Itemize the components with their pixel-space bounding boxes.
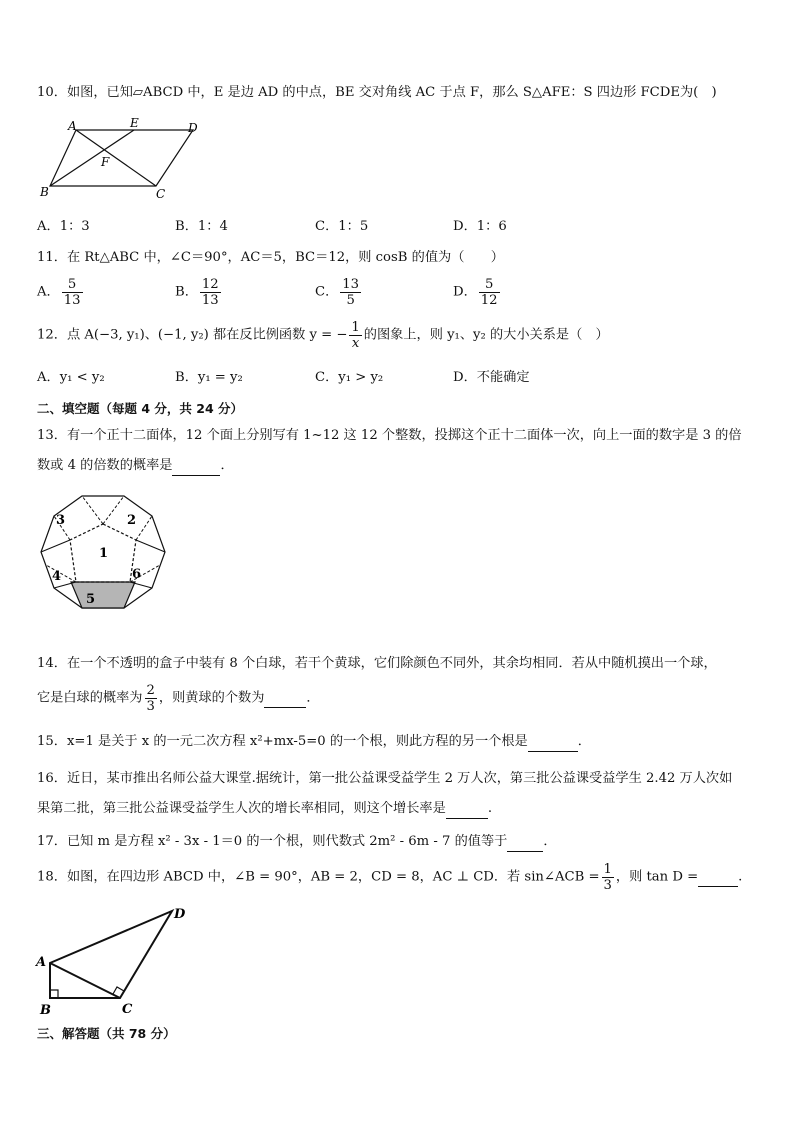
q11-option-d: D． $\frac{5}{12}$	[453, 277, 498, 308]
q16-line1: 16．近日，某市推出名师公益大课堂.据统计，第一批公益课受益学生 2 万人次，第三批公益课受益学生 2.42 万人次如	[37, 771, 733, 786]
q12-option-a: A．y₁ < y₂	[37, 370, 105, 385]
q18-label-A: A	[36, 955, 47, 970]
section-2-heading: 二、填空题（每题 4 分，共 24 分）	[37, 401, 244, 416]
q18-label-B: B	[40, 1003, 51, 1018]
q12-stem: 12．点 A(−3, y₁)、(−1, y₂) 都在反比例函数 y = − $\frac{1}{x}$ 的图象上，则 y₁、y₂ 的大小关系是（ ）	[37, 320, 609, 351]
q11-option-a: A． $\frac{5}{13}$	[37, 277, 81, 308]
q11-option-b: B． $\frac{12}{13}$	[175, 277, 219, 308]
face-label-1: 1	[99, 546, 109, 561]
q10-option-b: B．1：4	[175, 219, 228, 234]
q13-dodecahedron-figure	[38, 490, 168, 615]
label-D: D	[188, 121, 198, 135]
q11-stem: 11．在 Rt△ABC 中，∠C＝90°，AC＝5，BC＝12，则 cosB 的值为（ ）	[37, 250, 504, 265]
q12-option-b: B．y₁ = y₂	[175, 370, 243, 385]
q10-stem: 10．如图，已知▱ABCD 中，E 是边 AD 的中点，BE 交对角线 AC 于点 F，那么 S△AFE：S 四边形 FCDE为( )	[37, 85, 717, 100]
q14-line2: 它是白球的概率为 $\frac{2}{3}$ ，则黄球的个数为 ．	[37, 683, 320, 714]
q18-label-C: C	[122, 1002, 133, 1017]
q10-option-c: C．1：5	[315, 219, 369, 234]
label-B: B	[40, 185, 49, 199]
q11-option-c: C． $\frac{13}{5}$	[315, 277, 360, 308]
face-label-2: 2	[127, 513, 137, 528]
q14-answer-blank[interactable]	[264, 689, 306, 708]
label-C: C	[156, 187, 166, 201]
q10-parallelogram-figure	[38, 118, 208, 203]
face-label-5: 5	[86, 592, 96, 607]
label-F: F	[101, 155, 110, 169]
q14-line1: 14．在一个不透明的盒子中装有 8 个白球，若干个黄球，它们除颜色不同外，其余均相同．若从中随机摸出一个球，	[37, 656, 717, 671]
label-E: E	[130, 116, 139, 130]
q12-option-d: D．不能确定	[453, 370, 530, 385]
q18-label-D: D	[174, 907, 186, 922]
q13-line2: 数或 4 的倍数的概率是 ．	[37, 457, 764, 476]
q18-answer-blank[interactable]	[698, 868, 738, 887]
q12-option-c: C．y₁ > y₂	[315, 370, 384, 385]
q18-quadrilateral-figure	[36, 905, 196, 1020]
q10-option-d: D．1：6	[453, 219, 507, 234]
q10-option-a: A．1：3	[37, 219, 90, 234]
q16-answer-blank[interactable]	[446, 800, 488, 819]
face-label-4: 4	[52, 569, 62, 584]
label-A: A	[68, 119, 77, 133]
q16-line2: 果第二批，第三批公益课受益学生人次的增长率相同，则这个增长率是 .	[37, 800, 764, 819]
face-label-6: 6	[132, 567, 142, 582]
q15-answer-blank[interactable]	[528, 733, 578, 752]
section-3-heading: 三、解答题（共 78 分）	[37, 1026, 176, 1041]
face-label-3: 3	[56, 513, 66, 528]
q15-text: 15．x=1 是关于 x 的一元二次方程 x²+mx-5=0 的一个根，则此方程的另一个根是 ．	[37, 733, 764, 752]
q17-text: 17．已知 m 是方程 x² - 3x - 1＝0 的一个根，则代数式 2m² - 6m - 7 的值等于 ．	[37, 833, 764, 852]
q13-line1: 13．有一个正十二面体，12 个面上分别写有 1~12 这 12 个整数，投掷这个正十二面体一次，向上一面的数字是 3 的倍	[37, 428, 742, 443]
q13-answer-blank[interactable]	[172, 457, 220, 476]
q17-answer-blank[interactable]	[507, 833, 543, 852]
q18-stem: 18．如图，在四边形 ABCD 中，∠B = 90°，AB = 2，CD = 8，AC ⊥ CD．若 sin∠ACB = $\frac{1}{3}$ ，则 tan D = .	[37, 862, 743, 893]
